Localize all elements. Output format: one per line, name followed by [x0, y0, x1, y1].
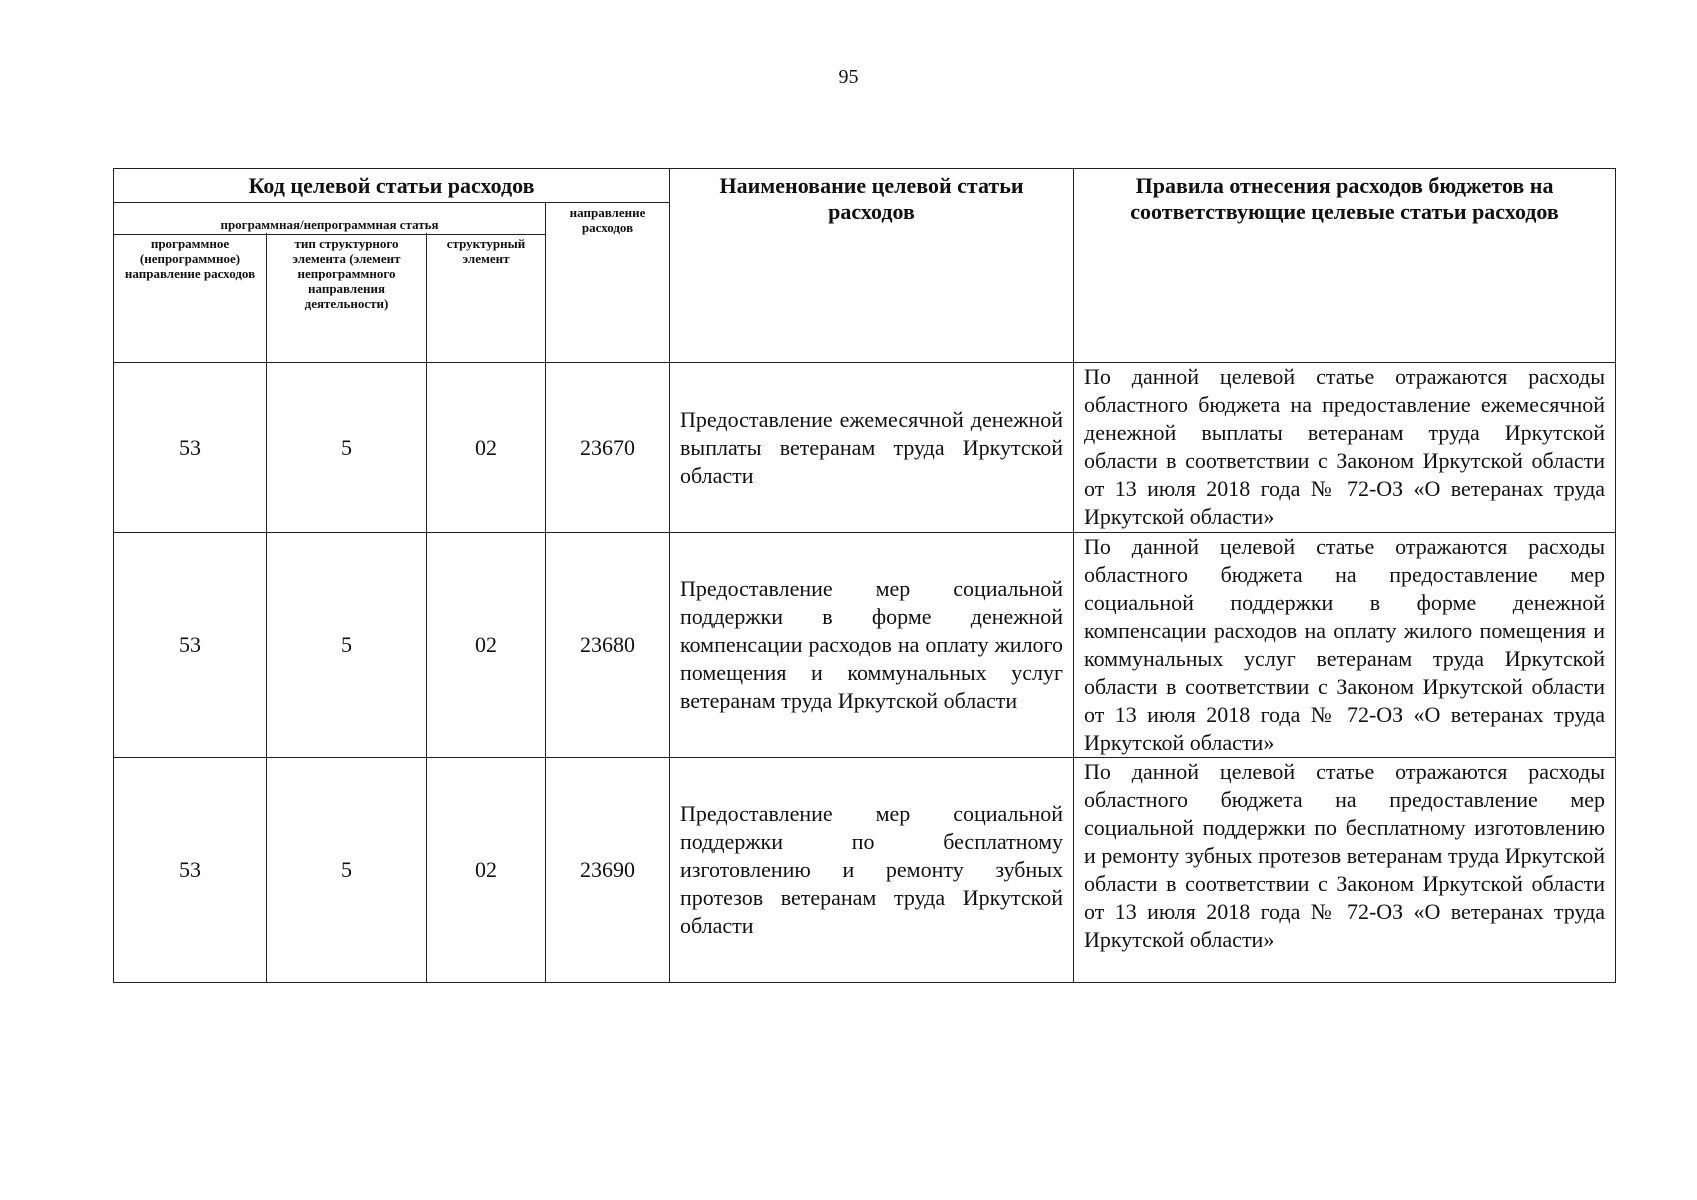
header-program-direction [114, 233, 267, 363]
header-direction: направление расходов [546, 203, 670, 363]
header-structural-type-text: тип структурного элемента (элемент непрограммного направления деятельности) [267, 234, 426, 311]
header-program-group: программная/непрограммная статья [114, 203, 546, 233]
cell-name: Предоставление мер социальной поддержки по бесплатному изготовлению и ремонту зубных протезов ветеранам труда Иркутской области [670, 758, 1074, 983]
cell-element: 02 [427, 363, 546, 533]
cell-program: 53 [114, 363, 267, 533]
header-structural-element-text: структурный элемент [427, 234, 545, 266]
cell-rule: По данной целевой статье отражаются расходы областного бюджета на предоставление ежемесячной денежной выплаты ветеранам труда Иркутской области в соответствии с Законом Иркутской области от 13 июля 2018 года № 72-ОЗ «О ветеранах труда Иркутской области» [1074, 363, 1616, 533]
cell-element: 02 [427, 758, 546, 983]
cell-direction: 23670 [546, 363, 670, 533]
table-row [114, 363, 1616, 533]
table-row [114, 533, 1616, 758]
table-row [114, 758, 1616, 983]
cell-direction: 23680 [546, 533, 670, 758]
cell-type: 5 [267, 758, 427, 983]
header-code-group: Код целевой статьи расходов [114, 169, 670, 203]
cell-element: 02 [427, 533, 546, 758]
header-program-direction-text: программное (непрограммное) направление расходов [114, 234, 266, 281]
cell-type: 5 [267, 533, 427, 758]
cell-type: 5 [267, 363, 427, 533]
cell-program: 53 [114, 533, 267, 758]
cell-name: Предоставление мер социальной поддержки в форме денежной компенсации расходов на оплату жилого помещения и коммунальных услуг ветеранам труда Иркутской области [670, 533, 1074, 758]
page-number: 95 [838, 66, 859, 88]
cell-rule: По данной целевой статье отражаются расходы областного бюджета на предоставление мер социальной поддержки по бесплатному изготовлению и ремонту зубных протезов ветеранам труда Иркутской области в соответствии с Законом Иркутской области от 13 июля 2018 года № 72-ОЗ «О ветеранах труда Иркутской области» [1074, 758, 1616, 983]
cell-rule: По данной целевой статье отражаются расходы областного бюджета на предоставление мер социальной поддержки в форме денежной компенсации расходов на оплату жилого помещения и коммунальных услуг ветеранам труда Иркутской области в соответствии с Законом Иркутской области от 13 июля 2018 года № 72-ОЗ «О ветеранах труда Иркутской области» [1074, 533, 1616, 758]
header-structural-type [267, 233, 427, 363]
header-rules: Правила отнесения расходов бюджетов на соответствующие целевые статьи расходов [1074, 169, 1616, 363]
cell-name: Предоставление ежемесячной денежной выплаты ветеранам труда Иркутской области [670, 363, 1074, 533]
budget-classification-table [113, 168, 1616, 983]
cell-program: 53 [114, 758, 267, 983]
header-name: Наименование целевой статьи расходов [670, 169, 1074, 363]
cell-direction: 23690 [546, 758, 670, 983]
header-structural-element [427, 233, 546, 363]
